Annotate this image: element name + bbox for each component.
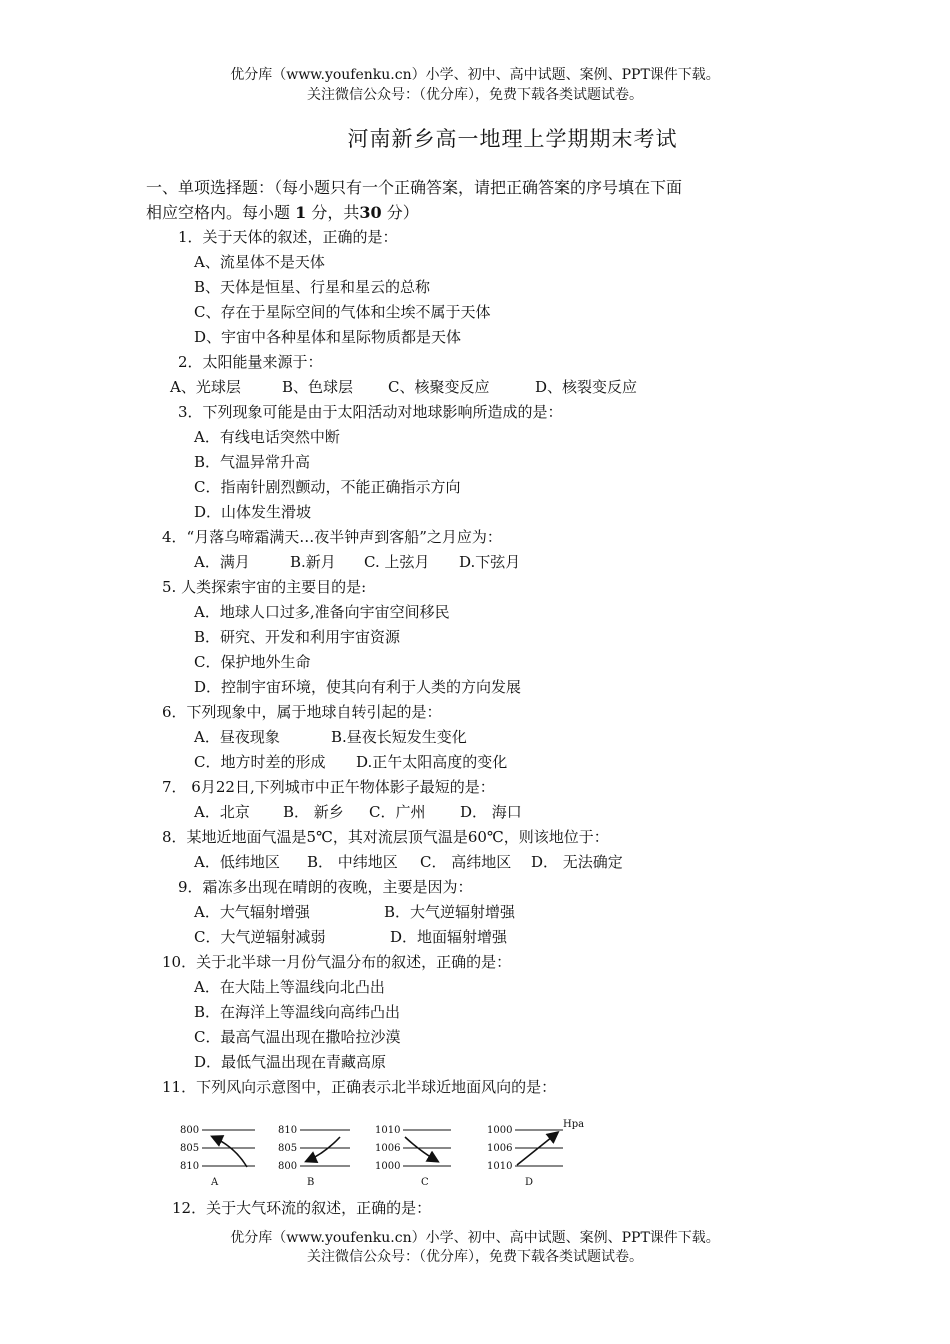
wind-direction-figure bbox=[175, 1115, 595, 1190]
wind-arrow bbox=[517, 1133, 557, 1165]
q11-stem: 11．下列风向示意图中，正确表示北半球近地面风向的是： bbox=[162, 1078, 557, 1096]
page-title: 河南新乡高一地理上学期期末考试 bbox=[347, 127, 678, 151]
q3-option-a: A．有线电话突然中断 bbox=[194, 428, 340, 446]
q7-option-c: C．广州 bbox=[369, 803, 426, 821]
q8-stem: 8．某地近地面气温是5℃，其对流层顶气温是60℃，则该地位于： bbox=[162, 828, 609, 846]
q5-option-a: A．地球人口过多,准备向宇宙空间移民 bbox=[194, 603, 450, 621]
q3-option-c: C．指南针剧烈颤动，不能正确指示方向 bbox=[194, 478, 461, 496]
isobar-label: 1010 bbox=[375, 1125, 401, 1136]
isobar-label: 805 bbox=[180, 1143, 200, 1154]
figure-panel-c bbox=[375, 1125, 451, 1188]
q9-option-d: D．地面辐射增强 bbox=[390, 928, 508, 946]
q7-stem: 7． 6月22日,下列城市中正午物体影子最短的是： bbox=[162, 778, 495, 796]
q3-option-b: B．气温异常升高 bbox=[194, 453, 311, 471]
q1-stem: 1．关于天体的叙述，正确的是： bbox=[178, 228, 398, 246]
footer-line-2: 关注微信公众号：（优分库），免费下载各类试题试卷。 bbox=[307, 1249, 643, 1265]
panel-label: C bbox=[421, 1177, 429, 1188]
q7-option-b: B． 新乡 bbox=[283, 803, 344, 821]
q5-stem: 5. 人类探索宇宙的主要目的是: bbox=[162, 578, 367, 596]
section-line-2 bbox=[146, 200, 826, 225]
wind-arrow bbox=[307, 1137, 340, 1161]
q1-option-d: D、宇宙中各种星体和星际物质都是天体 bbox=[194, 328, 462, 346]
header-line-2: 关注微信公众号：（优分库），免费下载各类试题试卷。 bbox=[307, 87, 643, 103]
q7-option-a: A．北京 bbox=[194, 803, 250, 821]
q4-stem: 4．“月落乌啼霜满天…夜半钟声到客船”之月应为： bbox=[162, 528, 502, 546]
section-text: 分，共 bbox=[311, 203, 360, 222]
wind-arrow bbox=[213, 1137, 247, 1167]
figure-panel-a bbox=[180, 1125, 255, 1188]
q5-option-c: C．保护地外生命 bbox=[194, 653, 311, 671]
q4-option-c: C. 上弦月 bbox=[364, 553, 430, 571]
q10-option-c: C．最高气温出现在撒哈拉沙漠 bbox=[194, 1028, 401, 1046]
isobar-label: 1006 bbox=[487, 1143, 513, 1154]
q9-option-c: C．大气逆辐射减弱 bbox=[194, 928, 326, 946]
q10-option-a: A．在大陆上等温线向北凸出 bbox=[194, 978, 385, 996]
q3-stem: 3．下列现象可能是由于太阳活动对地球影响所造成的是： bbox=[178, 403, 563, 421]
isobar-label: 1006 bbox=[375, 1143, 401, 1154]
section-total: 30 bbox=[359, 203, 382, 222]
q2-option-c: C、核聚变反应 bbox=[388, 378, 490, 396]
panel-label: B bbox=[307, 1177, 315, 1188]
q3-option-d: D．山体发生滑坡 bbox=[194, 503, 312, 521]
q8-option-d: D． 无法确定 bbox=[531, 853, 623, 871]
panel-label: A bbox=[211, 1177, 219, 1188]
figure-panel-b bbox=[278, 1125, 350, 1188]
figure-panel-d bbox=[487, 1119, 584, 1188]
isobar-label: 800 bbox=[278, 1161, 298, 1172]
pressure-unit: Hpa bbox=[563, 1119, 585, 1130]
q2-option-b: B、色球层 bbox=[282, 378, 354, 396]
section-text: 相应空格内。每小题 bbox=[146, 203, 291, 222]
isobar-label: 810 bbox=[180, 1161, 200, 1172]
q9-stem: 9．霜冻多出现在晴朗的夜晚，主要是因为： bbox=[178, 878, 473, 896]
q2-option-a: A、光球层 bbox=[170, 378, 241, 396]
section-heading bbox=[146, 175, 826, 225]
section-text: 分） bbox=[386, 203, 419, 222]
q1-option-a: A、流星体不是天体 bbox=[194, 253, 325, 271]
isobar-label: 810 bbox=[278, 1125, 298, 1136]
q6-stem: 6．下列现象中，属于地球自转引起的是： bbox=[162, 703, 442, 721]
section-line-1: 一、单项选择题：（每小题只有一个正确答案，请把正确答案的序号填在下面 bbox=[146, 178, 683, 197]
q4-option-d: D.下弦月 bbox=[459, 553, 521, 571]
q2-stem: 2．太阳能量来源于： bbox=[178, 353, 323, 371]
q1-option-b: B、天体是恒星、行星和星云的总称 bbox=[194, 278, 431, 296]
q5-option-d: D．控制宇宙环境，使其向有利于人类的方向发展 bbox=[194, 678, 522, 696]
q9-option-a: A．大气辐射增强 bbox=[194, 903, 310, 921]
q9-option-b: B．大气逆辐射增强 bbox=[384, 903, 516, 921]
isobar-label: 800 bbox=[180, 1125, 200, 1136]
q4-option-a: A．满月 bbox=[194, 553, 250, 571]
q5-option-b: B．研究、开发和利用宇宙资源 bbox=[194, 628, 401, 646]
q8-option-c: C． 高纬地区 bbox=[420, 853, 512, 871]
header-line-1: 优分库（www.youfenku.cn）小学、初中、高中试题、案例、PPT课件下载。 bbox=[230, 67, 720, 83]
q1-option-c: C、存在于星际空间的气体和尘埃不属于天体 bbox=[194, 303, 491, 321]
q8-option-a: A．低纬地区 bbox=[194, 853, 280, 871]
isobar-label: 1000 bbox=[375, 1161, 401, 1172]
q4-option-b: B.新月 bbox=[290, 553, 336, 571]
q2-option-d: D、核裂变反应 bbox=[535, 378, 638, 396]
section-points: 1 bbox=[295, 203, 307, 222]
isobar-label: 1010 bbox=[487, 1161, 513, 1172]
q12-stem: 12．关于大气环流的叙述，正确的是： bbox=[172, 1199, 432, 1217]
panel-label: D bbox=[525, 1177, 534, 1188]
isobar-label: 805 bbox=[278, 1143, 298, 1154]
footer-line-1: 优分库（www.youfenku.cn）小学、初中、高中试题、案例、PPT课件下载。 bbox=[230, 1230, 720, 1246]
q6-option-b: B.昼夜长短发生变化 bbox=[331, 728, 467, 746]
q10-option-d: D．最低气温出现在青藏高原 bbox=[194, 1053, 387, 1071]
q6-option-a: A．昼夜现象 bbox=[194, 728, 280, 746]
q10-option-b: B．在海洋上等温线向高纬凸出 bbox=[194, 1003, 401, 1021]
isobar-label: 1000 bbox=[487, 1125, 513, 1136]
q10-stem: 10．关于北半球一月份气温分布的叙述，正确的是： bbox=[162, 953, 512, 971]
wind-arrow bbox=[405, 1137, 437, 1161]
q7-option-d: D． 海口 bbox=[460, 803, 522, 821]
q8-option-b: B． 中纬地区 bbox=[307, 853, 398, 871]
q6-option-c: C．地方时差的形成 bbox=[194, 753, 326, 771]
q6-option-d: D.正午太阳高度的变化 bbox=[356, 753, 508, 771]
